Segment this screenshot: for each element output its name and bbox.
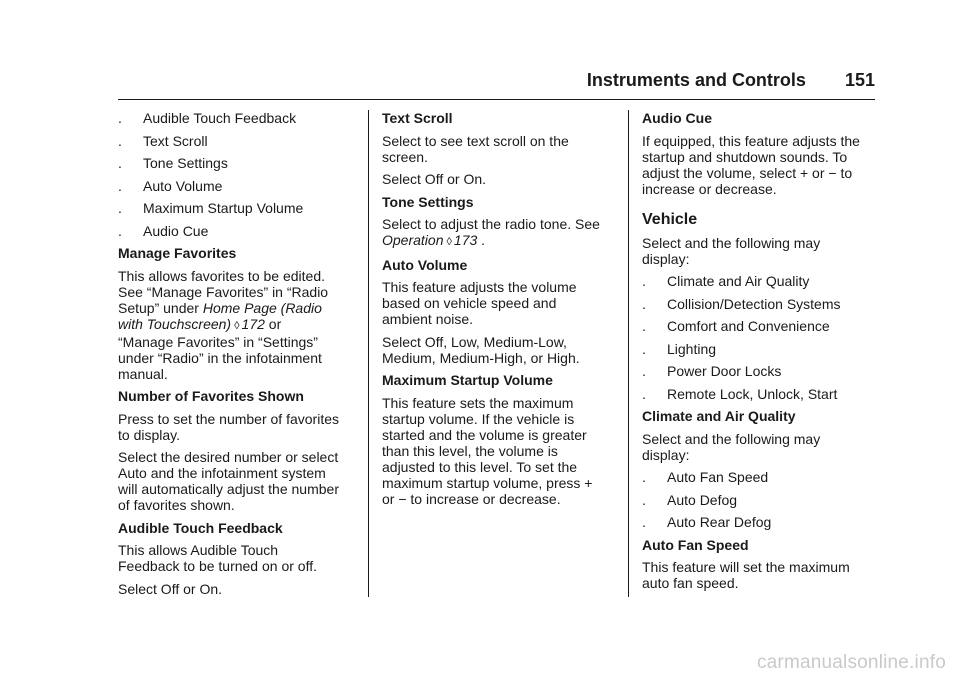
- bullet-icon: .: [118, 132, 122, 149]
- column-3: [642, 110, 878, 598]
- heading-audible-touch: Audible Touch Feedback: [118, 519, 283, 536]
- list-item: . Auto Defog: [642, 491, 738, 508]
- paragraph: This feature adjusts the volume based on vehicle speed and ambient noise.: [382, 279, 577, 327]
- bullet-icon: .: [118, 110, 122, 126]
- bullet-icon: .: [642, 273, 646, 289]
- bullet-icon: .: [642, 363, 646, 379]
- list-item: . Lighting: [642, 340, 717, 357]
- paragraph: Select the desired number or select Auto and the infotainment system will automatically adjust the number of favorites shown.: [118, 449, 339, 513]
- heading-manage-favorites: Manage Favorites: [118, 245, 237, 261]
- bullet-icon: .: [642, 340, 646, 357]
- bullet-icon: .: [642, 318, 646, 334]
- heading-tone-settings: Tone Settings: [382, 193, 474, 210]
- list-item: . Climate and Air Quality: [642, 273, 810, 289]
- page-ref-link[interactable]: 173: [453, 232, 478, 248]
- page-ref-link[interactable]: 172: [241, 315, 265, 332]
- paragraph: Select and the following may display:: [642, 430, 821, 463]
- list-item: . Comfort and Convenience: [642, 318, 830, 334]
- bullet-icon: .: [118, 177, 122, 194]
- page-header: [0, 70, 875, 91]
- watermark: carmanualsonline.info: [756, 652, 946, 673]
- bullet-icon: .: [642, 491, 646, 508]
- section-title: Instruments and Controls: [586, 70, 806, 90]
- list-item: . Tone Settings: [118, 155, 228, 171]
- paragraph: Select Off or On.: [382, 171, 487, 187]
- list-item: . Auto Fan Speed: [642, 469, 769, 485]
- bullet-icon: .: [118, 155, 122, 171]
- paragraph-manage-favorites: This allows favorites to be edited. See “Manage Favorites” in “Radio Setup” under Home Page (Radio with Touchscreen) ◊ 172 or “Manage Favorites” in “Settings” under “Radio” in the infotainment manual.: [118, 267, 329, 382]
- page-ref-icon: ◊: [234, 319, 240, 332]
- paragraph: Select to adjust the radio tone. See Operation ◊ 173 .: [382, 216, 600, 248]
- list-item: . Remote Lock, Unlock, Start: [642, 385, 838, 402]
- paragraph: If equipped, this feature adjusts the startup and shutdown sounds. To adjust the volume, select + or − to increase or decrease.: [642, 132, 860, 197]
- bullet-icon: .: [642, 469, 646, 485]
- list-item: . Text Scroll: [118, 132, 208, 149]
- heading-max-startup-volume: Maximum Startup Volume: [382, 372, 553, 388]
- header-rule: [118, 99, 875, 100]
- bullet-icon: .: [118, 200, 122, 216]
- list-item: . Audible Touch Feedback: [118, 110, 297, 126]
- column-1: [118, 110, 354, 603]
- list-item: . Collision/Detection Systems: [642, 295, 841, 312]
- heading-audio-cue: Audio Cue: [642, 110, 712, 126]
- paragraph: This feature sets the maximum startup volume. If the vehicle is started and the volume is greater than this level, the volume is adjusted to this level. To set the maximum startup volume, press + or − to increase or decrease.: [382, 394, 593, 507]
- bullet-icon: .: [118, 222, 122, 239]
- list-item: . Power Door Locks: [642, 363, 782, 379]
- paragraph: Select Off, Low, Medium-Low, Medium, Medium-High, or High.: [382, 333, 580, 366]
- heading-auto-fan-speed: Auto Fan Speed: [642, 536, 749, 553]
- column-2: [382, 110, 618, 513]
- bullet-icon: .: [642, 295, 646, 312]
- paragraph: This feature will set the maximum auto fan speed.: [642, 559, 850, 591]
- paragraph: Select Off or On.: [118, 580, 223, 597]
- paragraph: Select to see text scroll on the screen.: [382, 132, 569, 165]
- column-divider-1: [368, 110, 369, 597]
- page-number: 151: [844, 70, 875, 90]
- paragraph: Select and the following may display:: [642, 234, 821, 267]
- list-item: . Maximum Startup Volume: [118, 200, 304, 216]
- list-item: . Auto Rear Defog: [642, 514, 772, 530]
- page-ref-icon: ◊: [446, 236, 452, 248]
- list-item: . Audio Cue: [118, 222, 209, 239]
- bullet-icon: .: [642, 514, 646, 530]
- heading-auto-volume: Auto Volume: [382, 256, 468, 273]
- column-divider-2: [628, 110, 629, 597]
- paragraph: This allows Audible Touch Feedback to be turned on or off.: [118, 542, 317, 574]
- heading-favorites-shown: Number of Favorites Shown: [118, 388, 304, 404]
- bullet-icon: .: [642, 385, 646, 402]
- heading-text-scroll: Text Scroll: [382, 110, 453, 126]
- paragraph: Press to set the number of favorites to display.: [118, 410, 339, 443]
- list-item: . Auto Volume: [118, 177, 223, 194]
- heading-climate-air-quality: Climate and Air Quality: [642, 408, 796, 424]
- section-heading-vehicle: Vehicle: [642, 210, 698, 228]
